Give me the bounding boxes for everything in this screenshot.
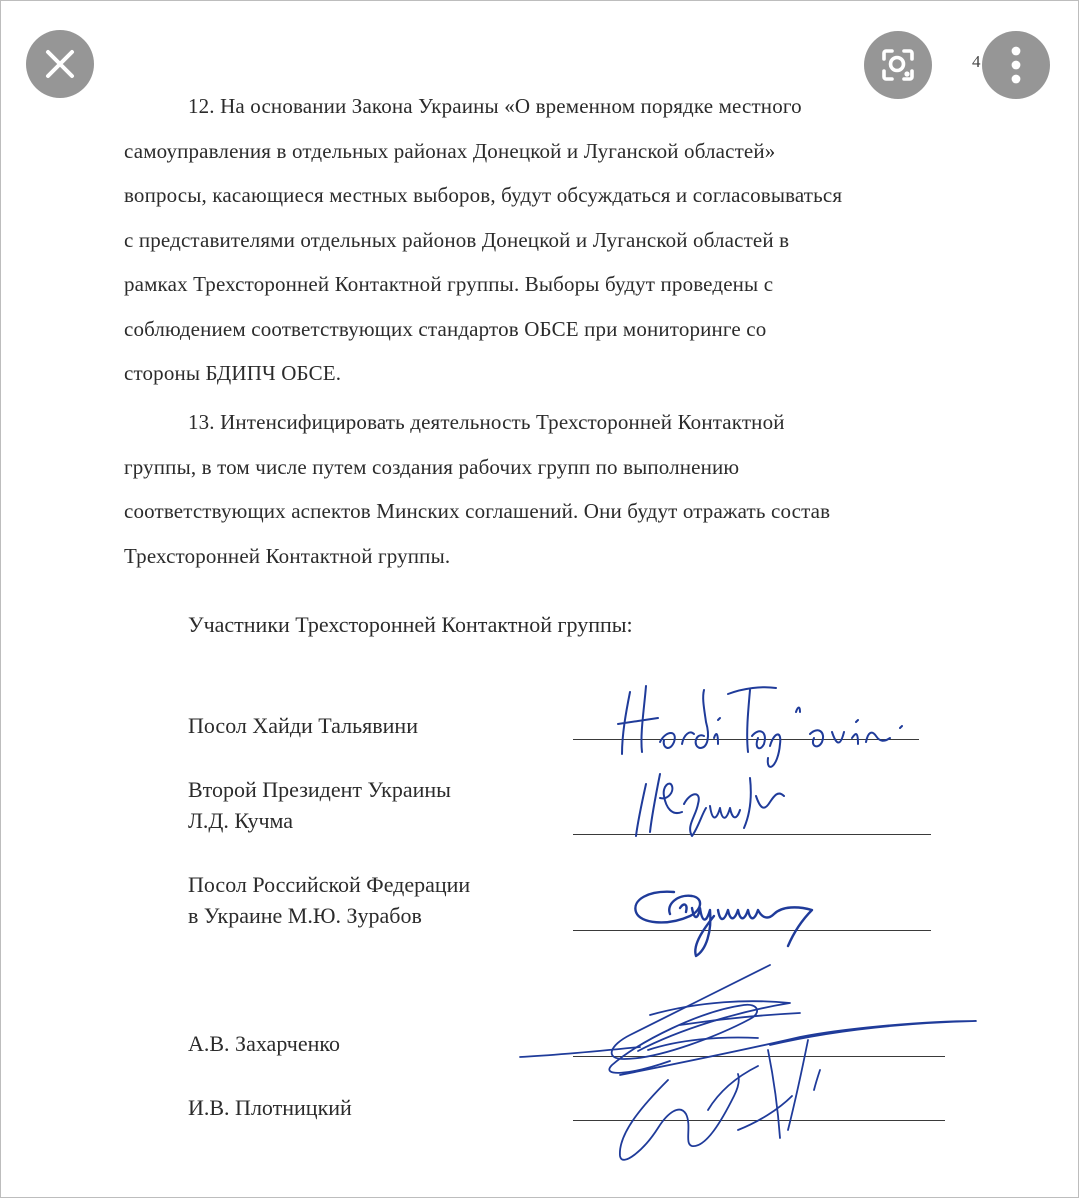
- paragraph-13: [124, 400, 988, 578]
- paragraph-line: вопросы, касающиеся местных выборов, будут обсуждаться и согласовываться: [124, 183, 843, 207]
- paragraph-line: самоуправления в отдельных районах Донецкой и Луганской областей»: [124, 138, 776, 163]
- signer-zakharchenko: [188, 1028, 340, 1059]
- paragraph-line: группы, в том числе путем создания рабочих групп по выполнению: [124, 454, 740, 479]
- paragraph-line: Трехсторонней Контактной группы.: [124, 543, 451, 568]
- paragraph-line: соответствующих аспектов Минских соглашений. Они будут отражать состав: [124, 499, 831, 523]
- paragraph-line: стороны БДИПЧ ОБСЕ.: [124, 361, 342, 385]
- signature-line: [573, 930, 931, 931]
- signature-zakharchenko: [500, 955, 990, 1170]
- lens-search-icon: [878, 45, 918, 85]
- paragraph-12: [124, 84, 988, 396]
- signature-line: [573, 834, 931, 835]
- signer-name: в Украине М.Ю. Зурабов: [188, 903, 422, 928]
- signer-name: Посол Хайди Тальявини: [188, 713, 418, 738]
- signature-plotnitsky: [588, 1010, 888, 1175]
- signature-line: [573, 1120, 945, 1121]
- signer-title: Посол Российской Федерации: [188, 872, 471, 897]
- paragraph-line: 12. На основании Закона Украины «О временном порядке местного: [188, 94, 802, 118]
- signer-plotnitsky: [188, 1092, 352, 1123]
- signature-line: [573, 1056, 945, 1057]
- signature-tagliavini: [600, 672, 940, 777]
- signer-name: Л.Д. Кучма: [188, 808, 294, 833]
- lens-search-button[interactable]: [864, 31, 932, 99]
- signature-kuchma: [626, 756, 826, 851]
- signer-tagliavini: [188, 710, 418, 741]
- more-options-button[interactable]: [982, 31, 1050, 99]
- participants-heading: Участники Трехсторонней Контактной группы:: [188, 612, 633, 637]
- paragraph-line: 13. Интенсифицировать деятельность Трехсторонней Контактной: [188, 410, 785, 434]
- paragraph-line: рамках Трехсторонней Контактной группы. Выборы будут проведены с: [124, 272, 774, 296]
- signature-zurabov: [622, 870, 842, 965]
- more-vertical-icon: [1010, 45, 1022, 85]
- signer-title: Второй Президент Украины: [188, 777, 451, 802]
- signer-zurabov: [188, 869, 470, 931]
- close-icon: [43, 47, 77, 81]
- signature-line: [573, 739, 919, 740]
- paragraph-line: с представителями отдельных районов Донецкой и Луганской областей в: [124, 227, 790, 252]
- page-number: 4: [972, 52, 981, 71]
- signer-name: И.В. Плотницкий: [188, 1095, 352, 1120]
- paragraph-line: соблюдением соответствующих стандартов ОБСЕ при мониторинге со: [124, 316, 767, 341]
- signer-name: А.В. Захарченко: [188, 1031, 340, 1056]
- signer-kuchma: [188, 774, 451, 836]
- close-button[interactable]: [26, 30, 94, 98]
